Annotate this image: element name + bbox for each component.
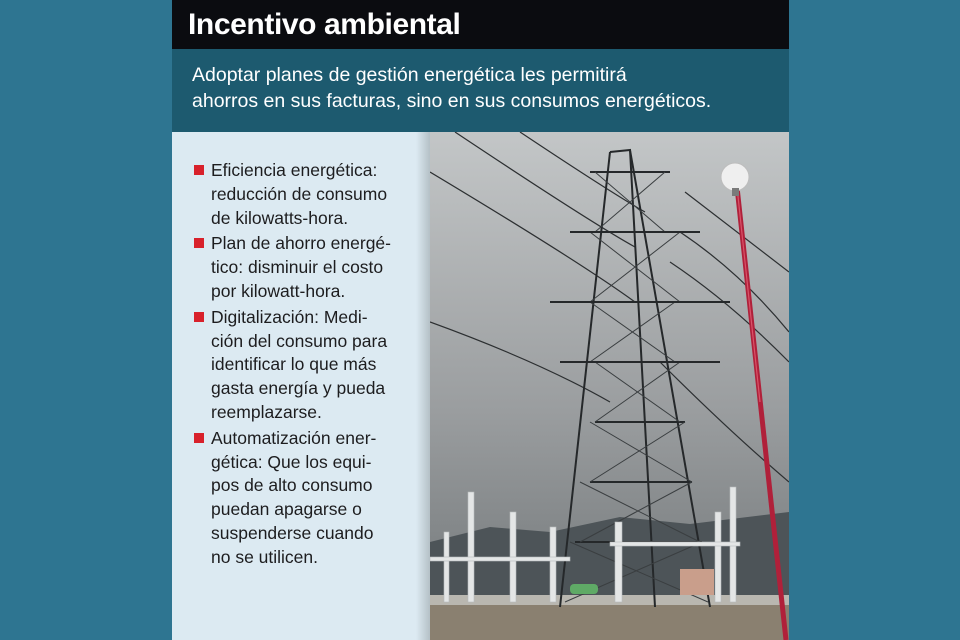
list-item-line: por kilowatt-hora. <box>211 280 346 301</box>
list-item-line: gasta energía y pueda <box>211 378 386 399</box>
list-item <box>194 159 416 230</box>
subtitle-line-2: ahorros en sus facturas, sino en sus consumos energéticos. <box>192 90 712 112</box>
list-item <box>194 306 416 425</box>
subtitle-text <box>192 62 782 114</box>
title-bar <box>172 0 789 49</box>
power-tower-icon <box>430 132 789 640</box>
square-bullet-icon <box>194 312 204 322</box>
list-item <box>194 427 416 570</box>
infographic-card <box>172 0 789 640</box>
list-item-line: suspenderse cuando <box>211 522 374 543</box>
bullet-list-panel <box>172 132 430 640</box>
list-item-line: Eficiencia energética: <box>211 160 378 180</box>
power-tower-photo <box>430 132 789 640</box>
square-bullet-icon <box>194 433 204 443</box>
list-item-line: de kilowatts-hora. <box>211 207 349 228</box>
panel-shadow <box>416 132 430 640</box>
list-item-line: reducción de consumo <box>211 183 388 204</box>
list-item-line: no se utilicen. <box>211 546 319 567</box>
page-title: Incentivo ambiental <box>188 8 461 41</box>
subtitle-band <box>172 49 789 132</box>
list-item-line: identificar lo que más <box>211 354 377 375</box>
list-item-line: Automatización ener- <box>211 427 377 448</box>
list-item-line: gética: Que los equi- <box>211 451 372 472</box>
square-bullet-icon <box>194 238 204 248</box>
bullet-list <box>194 159 416 572</box>
square-bullet-icon <box>194 165 204 175</box>
list-item-line: tico: disminuir el costo <box>211 257 384 278</box>
list-item-line: Digitalización: Medi- <box>211 306 368 327</box>
subtitle-line-1: Adoptar planes de gestión energética les permitirá <box>192 64 627 86</box>
list-item-line: Plan de ahorro energé- <box>211 233 391 254</box>
list-item-line: puedan apagarse o <box>211 499 362 520</box>
list-item <box>194 232 416 303</box>
list-item-line: reemplazarse. <box>211 401 322 422</box>
list-item-line: pos de alto consumo <box>211 475 373 496</box>
list-item-line: ción del consumo para <box>211 330 388 351</box>
